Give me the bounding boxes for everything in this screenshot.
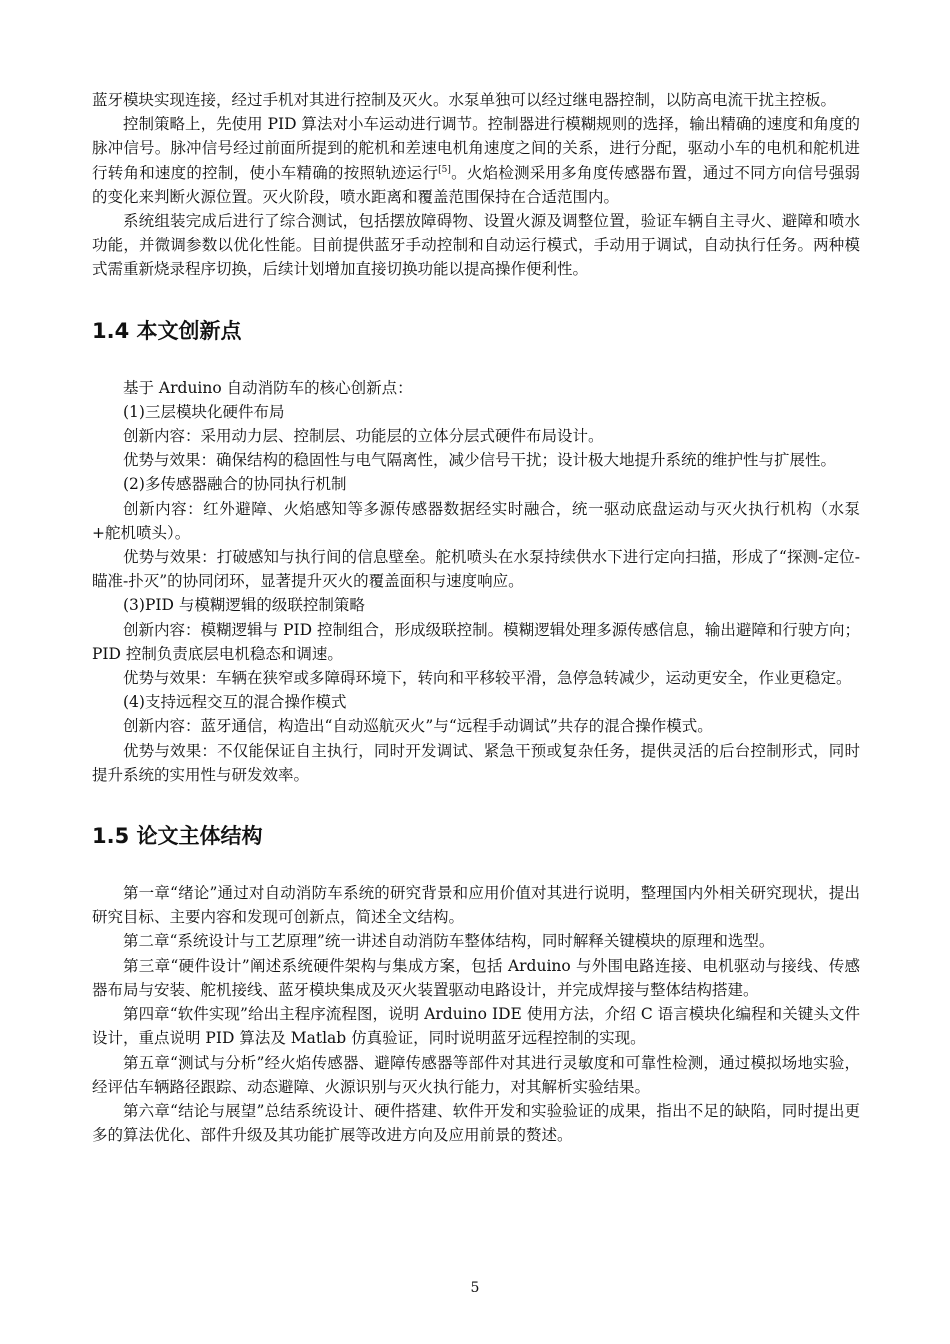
section-14-paragraph: 创新内容：采用动力层、控制层、功能层的立体分层式硬件布局设计。 [123, 427, 604, 446]
section-14-paragraph: 优势与效果：不仅能保证自主执行，同时开发调试、紧急干预或复杂任务，提供灵活的后台控制形式，同时提升系统的实用性与研发效率。 [92, 741, 860, 784]
section-heading-1-5: 1.5 论文主体结构 [92, 824, 263, 849]
section-15-paragraph: 第四章“软件实现”给出主程序流程图，说明 Arduino IDE 使用方法，介绍 C 语言模块化编程和关键头文件设计，重点说明 PID 算法及 Matlab 仿真验证，同时说明蓝牙远程控制的实现。 [92, 1005, 860, 1048]
citation-ref: [5] [438, 164, 451, 175]
section-14-paragraph: 优势与效果：确保结构的稳固性与电气隔离性，减少信号干扰；设计极大地提升系统的维护性与扩展性。 [123, 451, 837, 470]
page-body [92, 88, 860, 1147]
section-15-paragraph: 第三章“硬件设计”阐述系统硬件架构与集成方案，包括 Arduino 与外围电路连接、电机驱动与接线、传感器布局与安装、舵机接线、蓝牙模块集成及灭火装置驱动电路设计，并完成焊接与整体结构搭建。 [92, 956, 860, 999]
section-14-paragraph: 优势与效果：打破感知与执行间的信息壁垒。舵机喷头在水泵持续供水下进行定向扫描，形成了“探测-定位-瞄准-扑灭”的协同闭环，显著提升灭火的覆盖面积与速度响应。 [92, 548, 860, 591]
section-14-paragraph: 基于 Arduino 自动消防车的核心创新点： [123, 378, 413, 397]
section-14-paragraph: (1)三层模块化硬件布局 [123, 402, 285, 421]
intro-paragraph: 系统组装完成后进行了综合测试，包括摆放障碍物、设置火源及调整位置，验证车辆自主寻火、避障和喷水功能，并微调参数以优化性能。目前提供蓝牙手动控制和自动运行模式，手动用于调试，自动执行任务。两种模式需重新烧录程序切换，后续计划增加直接切换功能以提高操作便利性。 [92, 212, 860, 279]
section-14-paragraph: 优势与效果：车辆在狭窄或多障碍环境下，转向和平移较平滑，急停急转减少，运动更安全，作业更稳定。 [123, 669, 852, 688]
text-run: 控制策略上，先使用 PID 算法对小车运动进行调节。控制器进行模糊规则的选择，输出精确的速度和角度的脉冲信号。脉冲信号经过前面所提到的舵机和差速电机角速度之间的关系，进行分配，驱动小车的电机和舵机进行转角和速度的控制，使小车精确的按照轨迹运行 [92, 115, 860, 182]
section-14-paragraph: (2)多传感器融合的协同执行机制 [123, 475, 347, 494]
section-14-paragraph: (4)支持远程交互的混合操作模式 [123, 693, 347, 712]
text-run: 。火焰检测采用多角度传感器布置，通过不同方向信号强弱的变化来判断火源位置。灭火阶段，喷水距离和覆盖范围保持在合适范围内。 [92, 163, 860, 206]
section-15-paragraph: 第二章“系统设计与工艺原理”统一讲述自动消防车整体结构，同时解释关键模块的原理和选型。 [123, 932, 775, 951]
section-14-paragraph: 创新内容：模糊逻辑与 PID 控制组合，形成级联控制。模糊逻辑处理多源传感信息，输出避障和行驶方向；PID 控制负责底层电机稳态和调速。 [92, 620, 860, 663]
section-15-paragraph: 第五章“测试与分析”经火焰传感器、避障传感器等部件对其进行灵敏度和可靠性检测，通过模拟场地实验，经评估车辆路径跟踪、动态避障、火源识别与灭火执行能力，对其解析实验结果。 [92, 1053, 860, 1096]
intro-paragraph [92, 112, 860, 209]
section-14-paragraph: 创新内容：蓝牙通信，构造出“自动巡航灭火”与“远程手动调试”共存的混合操作模式。 [123, 717, 713, 736]
page-number: 5 [470, 1280, 480, 1296]
section-15-paragraph: 第六章“结论与展望”总结系统设计、硬件搭建、软件开发和实验验证的成果，指出不足的缺陷，同时提出更多的算法优化、部件升级及其功能扩展等改进方向及应用前景的赘述。 [92, 1101, 860, 1145]
intro-paragraph: 蓝牙模块实现连接，经过手机对其进行控制及灭火。水泵单独可以经过继电器控制，以防高电流干扰主控板。 [92, 91, 837, 109]
section-14-paragraph: (3)PID 与模糊逻辑的级联控制策略 [123, 596, 365, 615]
section-14-paragraph: 创新内容：红外避障、火焰感知等多源传感器数据经实时融合，统一驱动底盘运动与灭火执行机构（水泵+舵机喷头）。 [92, 499, 860, 542]
section-heading-1-4: 1.4 本文创新点 [92, 318, 242, 343]
section-15-paragraph: 第一章“绪论”通过对自动消防车系统的研究背景和应用价值对其进行说明，整理国内外相关研究现状，提出研究目标、主要内容和发现可创新点，简述全文结构。 [92, 884, 860, 927]
